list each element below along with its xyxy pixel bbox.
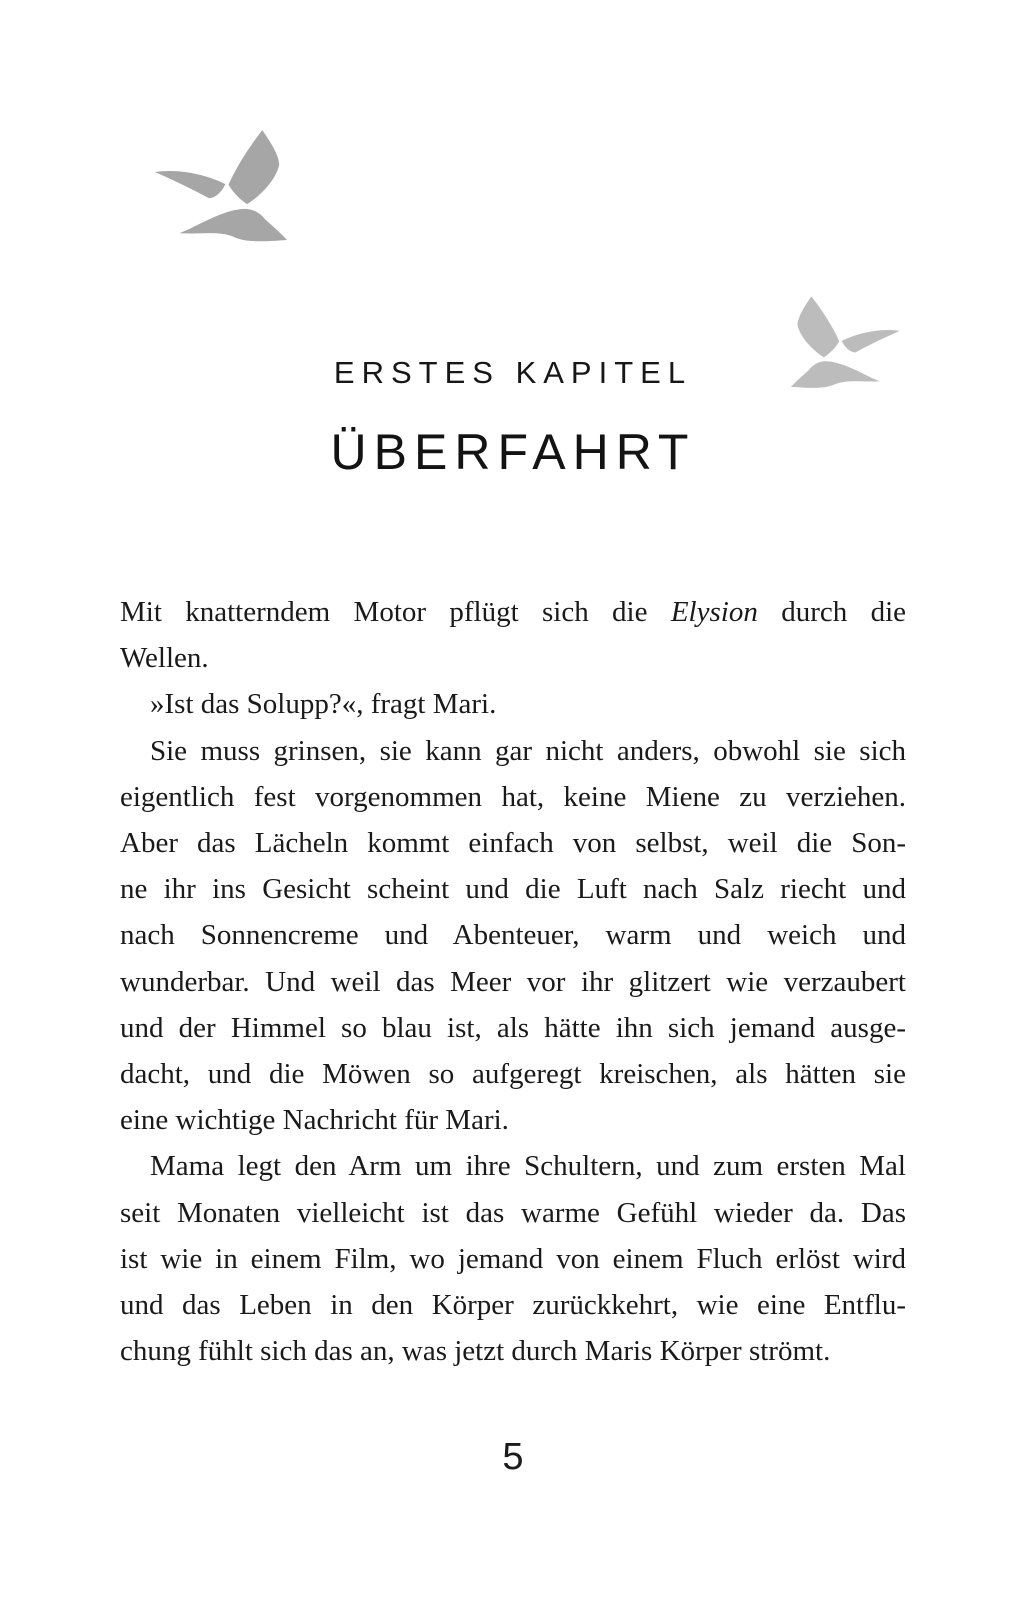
body-line: seit Monaten vielleicht ist das warme Gefühl wieder da. Das (120, 1196, 906, 1229)
body-line: Wellen. (120, 642, 209, 675)
seagull-icon (148, 126, 290, 245)
chapter-title: ÜBERFAHRT (330, 424, 696, 480)
body-line: ist wie in einem Film, wo jemand von einem Fluch erlöst wird (120, 1242, 906, 1275)
page-number: 5 (502, 1436, 524, 1478)
chapter-kicker: ERSTES KAPITEL (333, 355, 693, 390)
body-line: eigentlich fest vorgenommen hat, keine Miene zu verziehen. (120, 780, 906, 813)
body-line: chung fühlt sich das an, was jetzt durch Maris Körper strömt. (120, 1335, 831, 1368)
body-line: Aber das Lächeln kommt einfach von selbst, weil die Son- (120, 827, 906, 860)
body-line: und der Himmel so blau ist, als hätte ihn sich jemand ausge- (120, 1011, 906, 1044)
body-line: eine wichtige Nachricht für Mari. (120, 1104, 509, 1137)
body-text (120, 589, 906, 1374)
body-line: Mit knatterndem Motor pflügt sich die Elysion durch die (120, 596, 906, 628)
body-line: und das Leben in den Körper zurückkehrt, wie eine Entflu- (120, 1289, 906, 1322)
body-line: dacht, und die Möwen so aufgeregt kreischen, als hätten sie (120, 1058, 906, 1091)
body-line: nach Sonnencreme und Abenteuer, warm und weich und (120, 919, 906, 952)
body-line: wunderbar. Und weil das Meer vor ihr glitzert wie verzaubert (120, 965, 906, 998)
body-line: »Ist das Solupp?«, fragt Mari. (150, 688, 497, 721)
body-line: ne ihr ins Gesicht scheint und die Luft nach Salz riecht und (120, 873, 906, 906)
body-line: Mama legt den Arm um ihre Schultern, und zum ersten Mal (150, 1150, 906, 1183)
body-line: Sie muss grinsen, sie kann gar nicht anders, obwohl sie sich (150, 734, 906, 767)
